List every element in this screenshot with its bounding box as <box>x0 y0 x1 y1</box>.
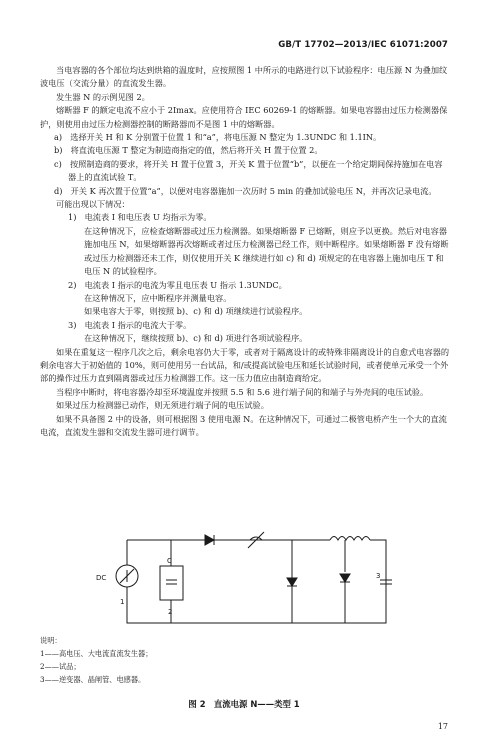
para-overpressure: 如果过压力检测器已动作，则无须进行端子间的电压试验。 <box>56 400 269 411</box>
legend-item-3: 3——逆变器、晶闸管、电感器。 <box>40 675 146 684</box>
para-2: 发生器 N 的示例见图 2。 <box>56 91 150 102</box>
inductor <box>330 537 370 541</box>
circuit-diagram <box>0 520 488 630</box>
step-c: c) 按照制造商的要求，将开关 H 置于位置 3，开关 K 置于位置“b”，以便在一个给定期间保持施加在电容器上的直流试验 T。 <box>54 158 443 183</box>
para-1: 当电容器的各个部位均达到烘箱的温度时，应按照图 1 中所示的电路进行以下试验程序：电压源 N 为叠加纹波电压（交流分量）的直流发生器。 <box>40 65 448 89</box>
para-alternative: 如果不具备图 2 中的设备，则可根据图 3 使用电源 N。在这种情况下，可通过二极管电桥产生一个大的直流电流，直流发生器和交流发生器可进行调节。 <box>40 413 447 437</box>
body-text <box>40 64 450 439</box>
thyristor <box>287 578 297 586</box>
series-diode <box>205 535 214 545</box>
label-c: C <box>167 557 172 565</box>
legend-item-1: 1——高电压、大电流直流发生器； <box>40 649 153 658</box>
cases-intro: 可能出现以下情况： <box>56 199 130 210</box>
step-b: b) 将直流电压源 T 整定为制造商指定的值，然后将开关 H 置于位置 2。 <box>54 145 323 156</box>
para-interrupt: 当程序中断时，将电容器冷却至环境温度并按照 5.5 和 5.6 进行端子间的和端子与外壳间的电压试验。 <box>56 386 429 397</box>
figure-caption: 图 2 直流电源 N——类型 1 <box>188 699 300 709</box>
dc-label: DC <box>96 574 107 582</box>
label-2: 2 <box>168 608 173 616</box>
legend-item-2: 2——试品； <box>40 662 81 671</box>
label-1: 1 <box>120 598 125 606</box>
para-3: 熔断器 F 的额定电流不应小于 2Imax。应使用符合 IEC 60269-1 的熔断器。如果电容器由过压力检测器保护，则使用由过压力检测器控制的断路器而不是图 1 中的熔断器。 <box>40 105 448 129</box>
legend <box>40 634 152 686</box>
step-a: a) 选择开关 H 和 K 分别置于位置 1 和“a”，将电压源 N 整定为 1.3UNDC 和 1.1IN。 <box>54 132 382 143</box>
test-capacitor-box <box>160 566 183 600</box>
case-2: 2) 电流表 I 指示的电流为零且电压表 U 指示 1.3UNDC。 <box>68 279 287 290</box>
case-1: 1) 电流表 I 和电压表 U 均指示为零。 <box>68 212 212 223</box>
step-d: d) 开关 K 再次置于位置“a”，以便对电容器施加一次历时 5 min 的叠加试验电压 N，并再次记录电流。 <box>54 185 437 196</box>
page-number: 17 <box>437 722 448 731</box>
case-3: 3) 电流表 I 指示的电流大于零。 <box>68 319 192 330</box>
case-3-detail: 在这种情况下，继续按照 b)、c) 和 d) 项进行各项试验程序。 <box>84 333 308 344</box>
case-1-detail: 在这种情况下，应检查熔断器或过压力检测器。如果熔断器 F 已熔断，则应予以更换。然后对电容器施加电压 N，如果熔断器再次熔断或者过压力检测器已经工作，则中断程序。如果熔断器 F 没有熔断或过压力检测器还未工作，则仅使用开关 K 继续进行如 c) 和 d) 项规定的在电容器上施加电压 T 和电压 N 的试验程序。 <box>84 225 449 277</box>
case-2-detail-2: 如果电容大于零，则按照 b)、c) 和 d) 项继续进行试验程序。 <box>84 306 308 317</box>
case-2-detail: 在这种情况下，应中断程序并测量电容。 <box>84 292 232 303</box>
legend-title: 说明： <box>40 636 62 645</box>
para-repeat: 如果在重复这一程序几次之后，剩余电容仍大于零，或者对于隔离设计的或特殊非隔离设计的自愈式电容器的剩余电容大于初始值的 10%，则可使用另一台试品，和/或提高试验电压和延长试验时间，或者使单元承受一个外部的操作过压力直到隔离器或过压力检测器工作。这一压力值应由制造商给定。 <box>40 346 450 384</box>
standard-header: GB/T 17702—2013/IEC 61071:2007 <box>278 40 448 50</box>
label-3: 3 <box>376 572 381 580</box>
bridge-diode <box>340 574 350 582</box>
